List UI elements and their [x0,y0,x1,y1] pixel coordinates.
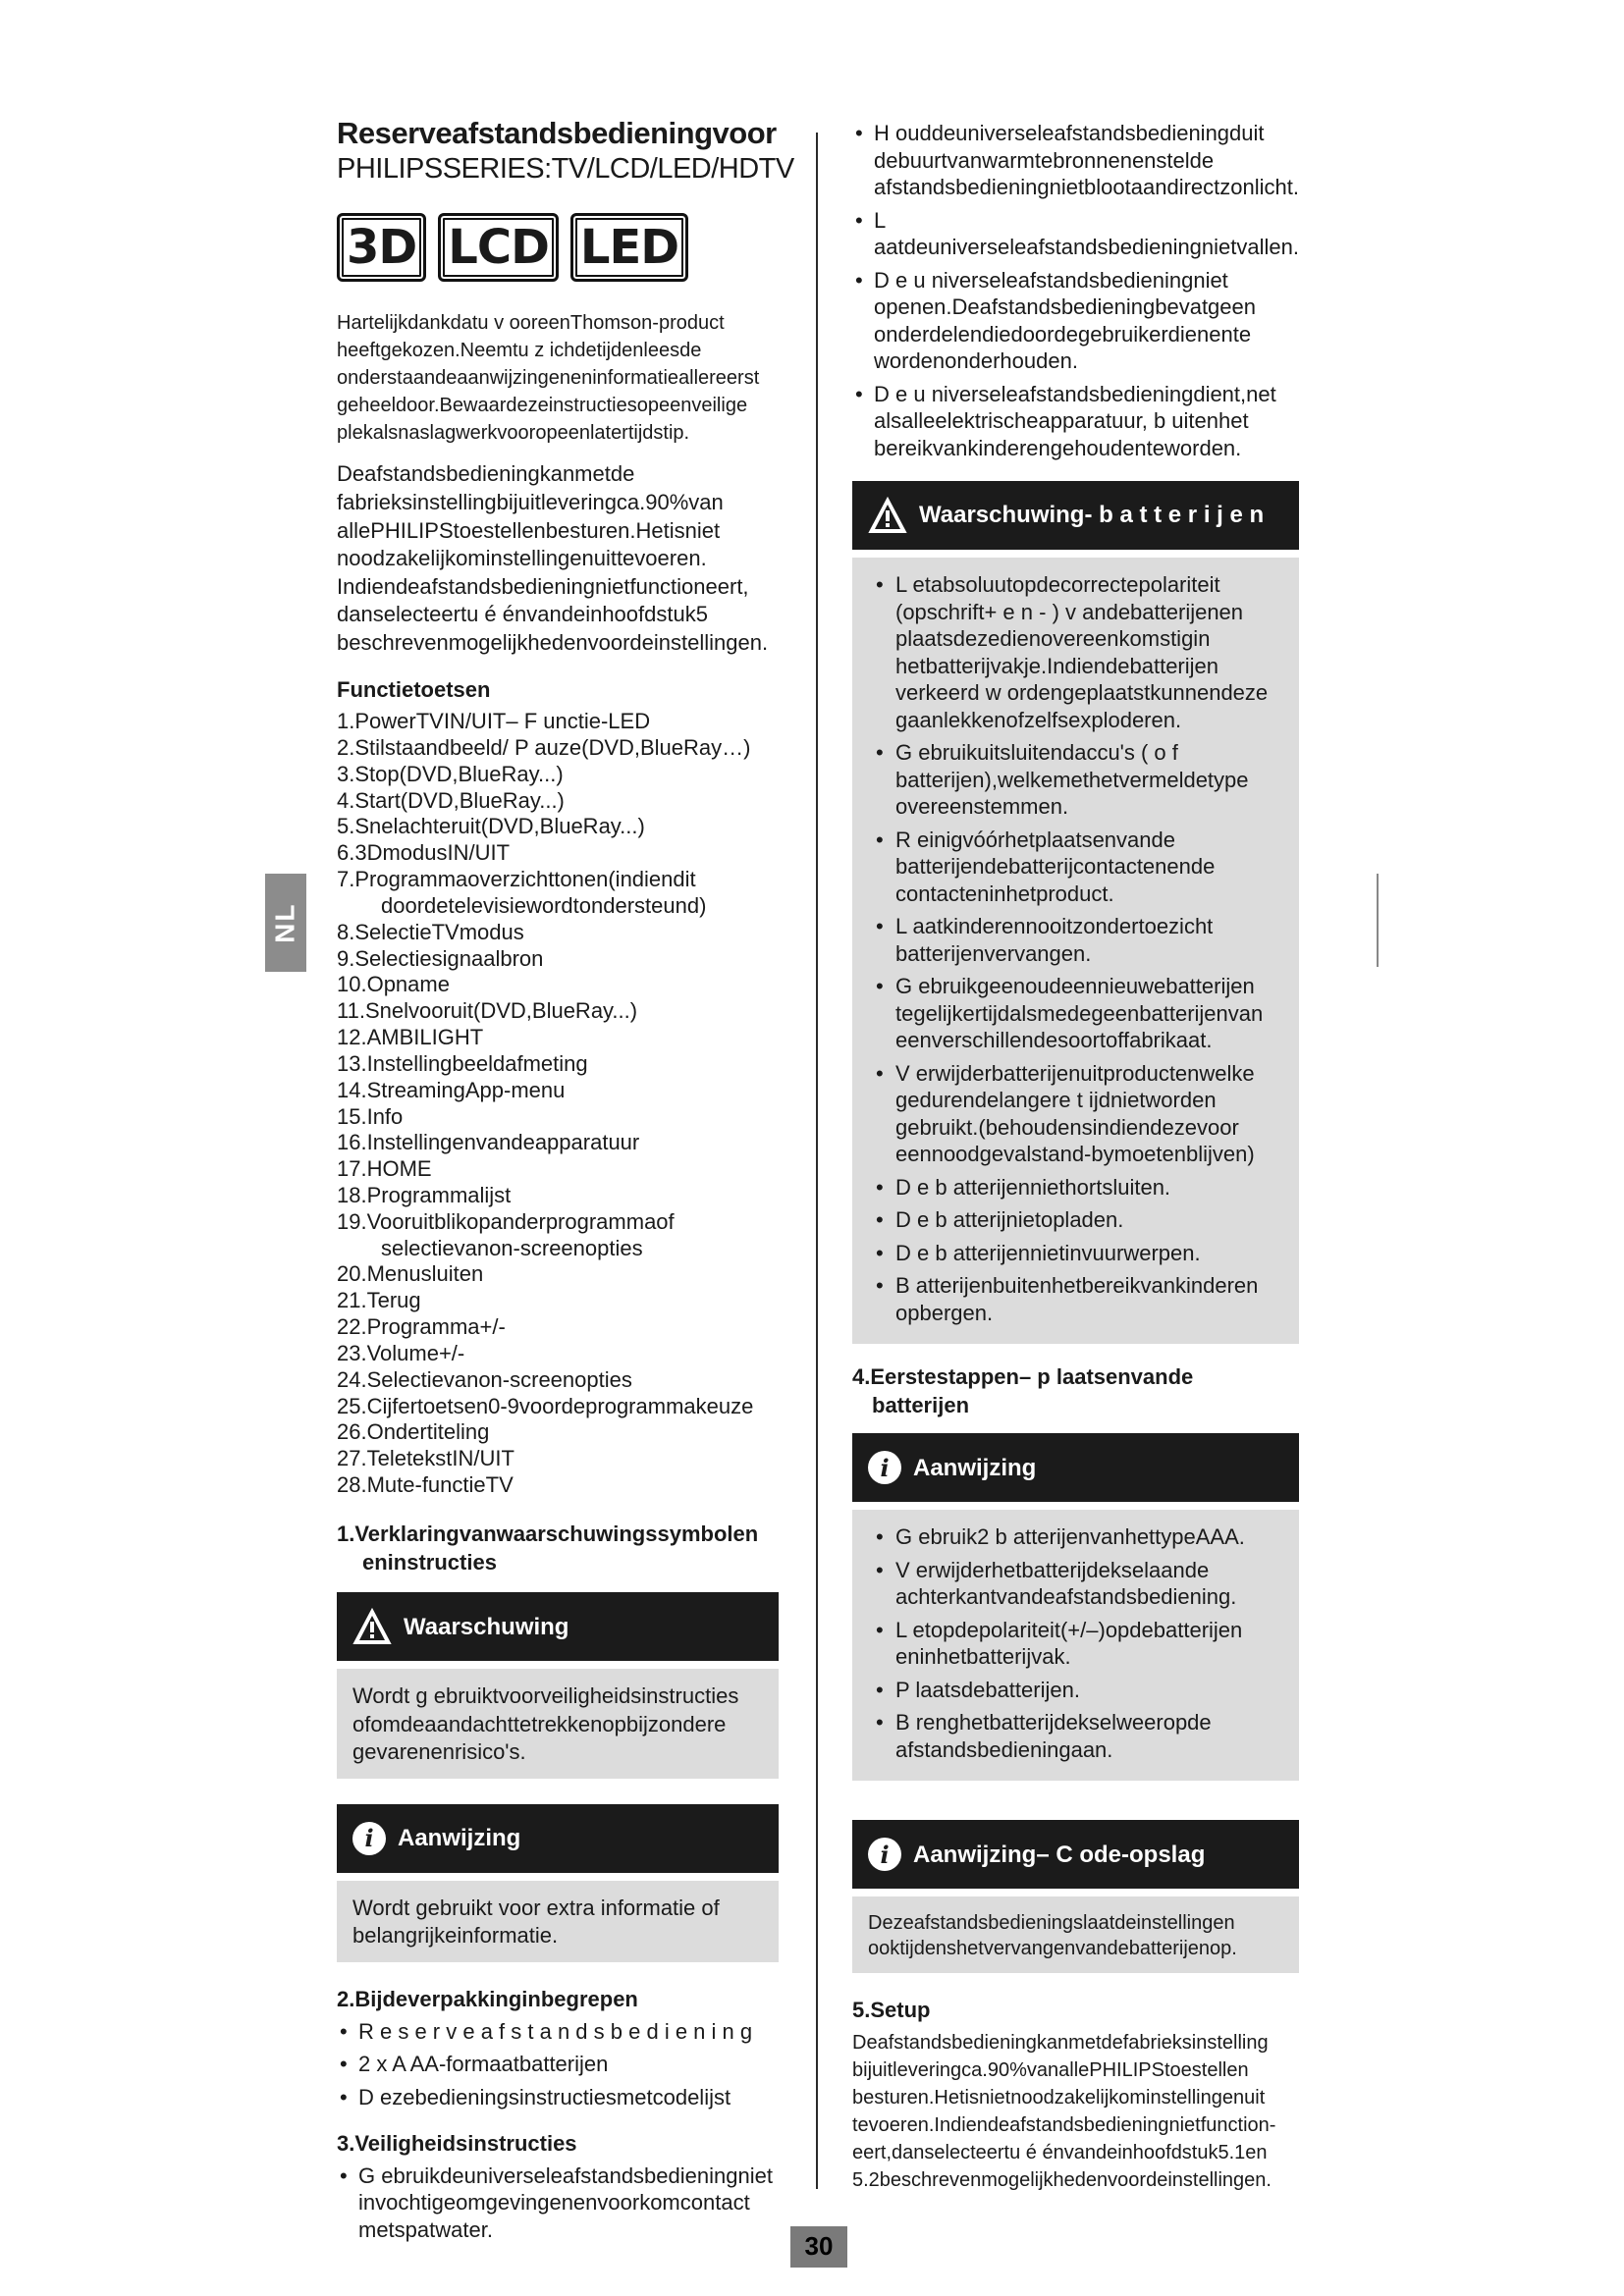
battery-note-header [852,1433,1299,1502]
note-box-header [337,1804,779,1873]
note-box-title: Aanwijzing [398,1825,521,1852]
function-key-item [337,1130,779,1156]
battery-note-title: Aanwijzing [913,1454,1037,1481]
section-2-heading: 2.Bijdeverpakkinginbegrepen [337,1987,638,2012]
function-key-text: 21.Terug [337,1288,421,1313]
section-5-heading: 5.Setup [852,1998,931,2023]
function-key-item [337,1183,779,1209]
list-item: • G ebruik2 b atterijenvanhettypeAAA. [868,1523,1283,1551]
function-key-item [337,1314,779,1341]
function-key-item [337,1446,779,1472]
function-key-item [337,735,779,762]
badge-3d: 3D [337,213,426,282]
list-item: • R einigvóórhetplaatsenvande batterijendebatterijcontactenende contacteninhetproduct. [868,827,1283,908]
list-item: • L etabsoluutopdecorrectepolariteit (opschrift+ e n - ) v andebatterijenen plaatsdezedienovereenkomstigin hetbatterijvakje.Indiendebatterijen verkeerd w ordengeplaatstkunnendeze gaanlekkenofzelfsexploderen. [868,571,1283,733]
language-tab-label: NL [269,902,300,943]
list-item: • G ebruikdeuniverseleafstandsbedieningniet invochtigeomgevingenenvoorkomcontact metspatwater. [337,2163,779,2244]
list-item: • V erwijderhetbatterijdekselaande achterkantvandeafstandsbediening. [868,1557,1283,1611]
list-item: • G ebruikuitsluitendaccu's ( o f batterijen),welkemethetvermeldetype overeenstemmen. [868,739,1283,821]
function-key-text: 23.Volume+/- [337,1340,465,1365]
function-key-text: 3.Stop(DVD,BlueRay...) [337,761,564,786]
battery-warning-list [868,571,1283,1326]
function-key-text: 27.TeletekstIN/UIT [337,1446,514,1471]
warning-triangle-icon [352,1608,392,1645]
list-item: • B atterijenbuitenhetbereikvankinderen opbergen. [868,1272,1283,1326]
function-key-text: 8.SelectieTVmodus [337,919,524,944]
column-divider [816,133,818,2189]
function-key-text: 4.Start(DVD,BlueRay...) [337,787,565,813]
function-key-continuation: selectievanon-screenopties [381,1235,643,1260]
section-4-heading [852,1363,1299,1419]
safety-list-right [852,120,1299,461]
function-key-text: 7.Programmaoverzichttonen(indiendit [337,867,696,892]
right-column [852,116,1299,2208]
page-subtitle: PHILIPSSERIES:TV/LCD/LED/HDTV [337,152,794,185]
function-key-item [337,1419,779,1446]
code-storage-title: Aanwijzing– C ode-opslag [913,1841,1206,1868]
function-key-item [337,1288,779,1314]
function-key-text: 17.HOME [337,1156,432,1182]
function-key-text: 6.3DmodusIN/UIT [337,840,511,866]
function-keys-heading: Functietoetsen [337,677,491,703]
function-key-item [337,1156,779,1183]
function-key-text: 19.Vooruitblikopanderprogrammaof [337,1208,675,1234]
function-key-item [337,946,779,973]
info-icon: i [352,1822,386,1855]
list-item: • D e b atterijenniethortsluiten. [868,1174,1283,1201]
warning-box-header [337,1592,779,1661]
function-key-text: 5.Snelachteruit(DVD,BlueRay...) [337,814,645,839]
function-key-item [337,788,779,815]
function-key-item [337,709,779,735]
function-key-item [337,972,779,998]
intro-paragraph: Hartelijkdankdatu v ooreenThomson-product heeftgekozen.Neemtu z ichdetijdenleesde onderstaandeaanwijzingeneninformatieallereerst geheeldoor.Bewaardezeinstructiesopeenveilige plekalsnaslagwerkvooropeenlatertijdstip. [337,312,760,445]
code-storage-body: Dezeafstandsbedieningslaatdeinstellingen ooktijdenshetvervangenvandebatterijenop. [852,1896,1299,1973]
list-item: • P laatsdebatterijen. [868,1677,1283,1704]
function-key-item [337,1051,779,1078]
battery-steps-list [868,1523,1283,1763]
page-number: 30 [790,2226,847,2268]
function-key-text: 1.PowerTVIN/UIT– F unctie-LED [337,709,651,734]
package-contents-list [337,2018,779,2111]
function-keys-list [337,709,779,1499]
function-key-item [337,1367,779,1394]
function-key-text: 13.Instellingbeeldafmeting [337,1050,588,1076]
warning-box-title: Waarschuwing [404,1613,569,1640]
section-4-heading-line1: 4.Eerstestappen– p laatsenvande [852,1364,1194,1389]
list-item: • D e b atterijennietinvuurwerpen. [868,1240,1283,1267]
feature-badges [337,213,779,282]
list-item: • L aatdeuniverseleafstandsbedieningnietvallen. [852,207,1299,261]
list-item: • D ezebedieningsinstructiesmetcodelijst [337,2084,779,2111]
badge-lcd: LCD [438,213,559,282]
function-key-item [337,1078,779,1104]
function-key-item [337,1261,779,1288]
function-key-item [337,1025,779,1051]
battery-warning-header [852,481,1299,550]
function-key-text: 25.Cijfertoetsen0-9voordeprogrammakeuze [337,1393,754,1418]
section-1-heading [337,1521,779,1576]
function-key-text: 9.Selectiesignaalbron [337,945,544,971]
function-key-text: 15.Info [337,1103,404,1129]
list-item: • H ouddeuniverseleafstandsbedieningduit debuurtvanwarmtebronnenenstelde afstandsbedieningnietblootaandirectzonlicht. [852,120,1299,201]
list-item: • B renghetbatterijdekselweeropde afstandsbedieningaan. [868,1709,1283,1763]
function-key-text: 22.Programma+/- [337,1314,506,1340]
function-key-item [337,998,779,1025]
function-key-item [337,867,779,920]
warning-box-body: Wordt g ebruiktvoorveiligheidsinstructies ofomdeaandachttetrekkenopbijzondere gevarenenrisico's. [337,1669,779,1779]
note-box-body: Wordt gebruikt voor extra informatie of belangrijkeinformatie. [337,1881,779,1962]
list-item: • L etopdepolariteit(+/–)opdebatterijen eninhetbatterijvak. [868,1617,1283,1671]
setup-paragraph: Deafstandsbedieningkanmetdefabrieksinstelling bijuitleveringca.90%vanallePHILIPStoestellen besturen.Hetisnietnoodzakelijkominstellingenuit tevoeren.Indiendeafstandsbedieningnietfunction- eert,danselecteertu é énvandeinhoofdstuk5.1en 5.2beschrevenmogelijkhedenvoordeinstellingen. [852,2031,1276,2191]
function-key-item [337,1209,779,1262]
list-item: • L aatkinderennooitzondertoezicht batterijenvervangen. [868,913,1283,967]
list-item: • D e u niverseleafstandsbedieningniet openen.Deafstandsbedieningbevatgeen onderdelendiedoordegebruikerdienente wordenonderhouden. [852,267,1299,375]
code-storage-header [852,1820,1299,1889]
function-key-text: 2.Stilstaandbeeld/ P auze(DVD,BlueRay…) [337,734,751,760]
info-icon: i [868,1838,901,1871]
function-key-item [337,1104,779,1131]
warning-triangle-icon [868,497,907,534]
right-margin-rule [1377,874,1379,967]
function-key-item [337,920,779,946]
function-key-item [337,1341,779,1367]
function-key-item [337,840,779,867]
section-4-heading-line2: batterijen [872,1392,970,1417]
left-column [337,116,794,2253]
safety-list-left [337,2163,779,2244]
section-3-heading: 3.Veiligheidsinstructies [337,2131,577,2157]
list-item: • R e s e r v e a f s t a n d s b e d i e n i n g [337,2018,779,2046]
battery-note-body [852,1510,1299,1781]
function-key-text: 11.Snelvooruit(DVD,BlueRay...) [337,998,638,1024]
list-item: • D e b atterijnietopladen. [868,1206,1283,1234]
language-tab [265,874,306,972]
function-key-item [337,814,779,840]
badge-led: LED [570,213,688,282]
function-key-text: 28.Mute-functieTV [337,1472,514,1498]
list-item: • V erwijderbatterijenuitproductenwelke gedurendelangere t ijdnietworden gebruikt.(behoudensindiendezevoor eennoodgevalstand-bymoetenblijven) [868,1060,1283,1168]
function-key-text: 16.Instellingenvandeapparatuur [337,1130,640,1155]
function-key-text: 26.Ondertiteling [337,1419,490,1445]
section-1-heading-line2: eninstructies [362,1549,497,1575]
page-title: Reserveafstandsbedieningvoor [337,116,777,150]
function-key-text: 20.Menusluiten [337,1261,484,1287]
function-key-item [337,1394,779,1420]
function-key-item [337,762,779,788]
function-key-item [337,1472,779,1499]
function-key-text: 12.AMBILIGHT [337,1025,484,1050]
function-key-text: 24.Selectievanon-screenopties [337,1366,632,1392]
battery-warning-title: Waarschuwing- b a t t e r i j e n [919,502,1265,529]
list-item: • D e u niverseleafstandsbedieningdient,net alsalleelektrischeapparatuur, b uitenhet bereikvankinderengehoudenteworden. [852,381,1299,462]
function-key-text: 14.StreamingApp-menu [337,1077,566,1102]
battery-warning-body [852,558,1299,1344]
list-item: • 2 x A AA-formaatbatterijen [337,2051,779,2078]
function-key-text: 18.Programmalijst [337,1182,512,1207]
info-icon: i [868,1451,901,1484]
function-key-text: 10.Opname [337,972,450,997]
section-1-heading-line1: 1.Verklaringvanwaarschuwingssymbolen [337,1521,759,1546]
function-key-continuation: doordetelevisiewordtondersteund) [381,892,707,918]
factory-setting-paragraph: Deafstandsbedieningkanmetde fabrieksinstellingbijuitleveringca.90%van allePHILIPStoestellenbesturen.Hetisniet noodzakelijkominstellingenuittevoeren. Indiendeafstandsbedieningnietfunctioneert, danselecteertu é énvandeinhoofdstuk5 beschrevenmogelijkhedenvoordeinstellingen. [337,461,769,655]
list-item: • G ebruikgeenoudeennieuwebatterijen tegelijkertijdalsmedegeenbatterijenvan eenverschillendesoortoffabrikaat. [868,973,1283,1054]
